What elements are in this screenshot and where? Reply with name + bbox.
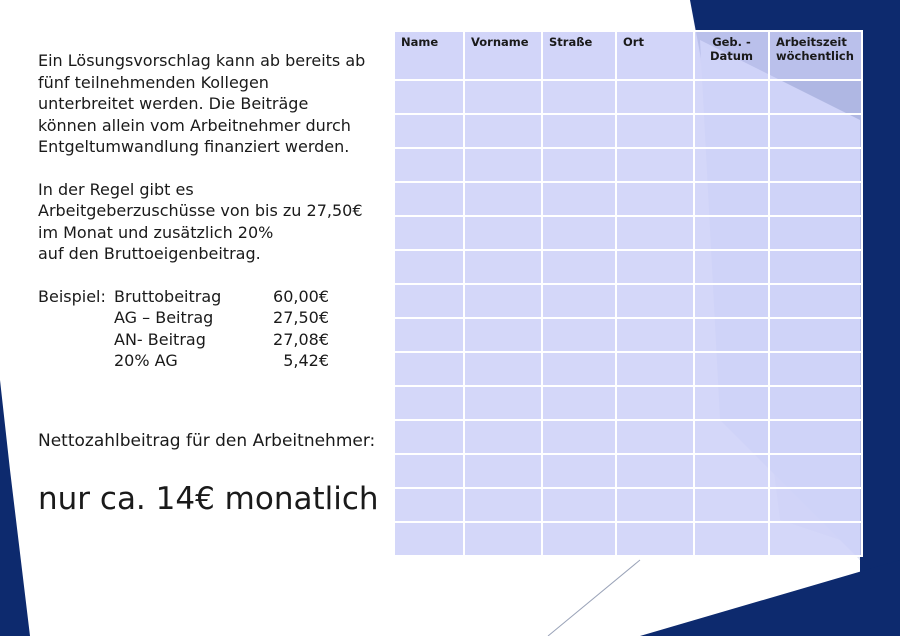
header-name: Name [394, 31, 464, 80]
table-cell[interactable] [694, 522, 769, 556]
table-row [394, 216, 862, 250]
table-cell[interactable] [464, 80, 542, 114]
table-cell[interactable] [464, 182, 542, 216]
table-header-row [394, 31, 862, 80]
intro-line-1: Ein Lösungsvorschlag kann ab bereits ab [38, 51, 366, 70]
table-cell[interactable] [394, 182, 464, 216]
table-cell[interactable] [394, 454, 464, 488]
table-cell[interactable] [694, 216, 769, 250]
header-ort: Ort [616, 31, 694, 80]
table-cell[interactable] [694, 182, 769, 216]
table-cell[interactable] [694, 114, 769, 148]
table-cell[interactable] [394, 386, 464, 420]
table-cell[interactable] [464, 522, 542, 556]
table-row [394, 454, 862, 488]
table-cell[interactable] [616, 216, 694, 250]
table-row [394, 318, 862, 352]
header-geb-datum: Geb. - Datum [694, 31, 769, 80]
table-row [394, 114, 862, 148]
table-cell[interactable] [769, 182, 862, 216]
table-cell[interactable] [769, 386, 862, 420]
intro-line-3: unterbreitet werden. Die Beiträge [38, 94, 309, 113]
table-cell[interactable] [769, 454, 862, 488]
table-cell[interactable] [542, 488, 616, 522]
table-cell[interactable] [769, 216, 862, 250]
table-body [394, 80, 862, 556]
info-text [38, 50, 388, 372]
table-cell[interactable] [616, 488, 694, 522]
rule-line-3: im Monat und zusätzlich 20% [38, 222, 274, 242]
table-cell[interactable] [542, 182, 616, 216]
table-cell[interactable] [542, 284, 616, 318]
table-cell[interactable] [542, 148, 616, 182]
table-cell[interactable] [769, 284, 862, 318]
table-cell[interactable] [394, 488, 464, 522]
table-cell[interactable] [464, 420, 542, 454]
example-item-amount: 27,08€ [273, 329, 329, 349]
table-cell[interactable] [769, 80, 862, 114]
table-cell[interactable] [464, 352, 542, 386]
table-cell[interactable] [464, 148, 542, 182]
example-item-name: Bruttobeitrag [114, 286, 222, 306]
table-row [394, 488, 862, 522]
table-cell[interactable] [464, 386, 542, 420]
table-cell[interactable] [542, 352, 616, 386]
table-row [394, 182, 862, 216]
table-cell[interactable] [616, 318, 694, 352]
header-arbeitszeit: Arbeitszeit wöchentlich [769, 31, 862, 80]
table-row [394, 148, 862, 182]
table-cell[interactable] [464, 250, 542, 284]
example-item-amount: 27,50€ [273, 308, 329, 327]
table-cell[interactable] [694, 80, 769, 114]
example-label: Beispiel: [38, 286, 106, 306]
table-cell[interactable] [694, 250, 769, 284]
table-cell[interactable] [616, 148, 694, 182]
table-cell[interactable] [616, 114, 694, 148]
table-cell[interactable] [616, 250, 694, 284]
table-cell[interactable] [542, 318, 616, 352]
table-cell[interactable] [616, 80, 694, 114]
table-cell[interactable] [464, 284, 542, 318]
table-cell[interactable] [394, 114, 464, 148]
rule-line-4: auf den Bruttoeigenbeitrag. [38, 244, 261, 263]
table-row [394, 420, 862, 454]
table-cell[interactable] [769, 488, 862, 522]
table-cell[interactable] [694, 318, 769, 352]
table-cell[interactable] [542, 250, 616, 284]
table-cell[interactable] [394, 522, 464, 556]
table-cell[interactable] [769, 420, 862, 454]
table-cell[interactable] [464, 114, 542, 148]
table-cell[interactable] [616, 182, 694, 216]
table-cell[interactable] [694, 386, 769, 420]
table-cell[interactable] [616, 352, 694, 386]
table-cell[interactable] [464, 488, 542, 522]
intro-line-2: fünf teilnehmenden Kollegen [38, 72, 269, 92]
table-cell[interactable] [769, 114, 862, 148]
table-cell[interactable] [694, 454, 769, 488]
table-cell[interactable] [542, 420, 616, 454]
example-item-name: 20% AG [114, 351, 178, 370]
table-cell[interactable] [694, 352, 769, 386]
table-cell[interactable] [394, 250, 464, 284]
table-row [394, 284, 862, 318]
table-cell[interactable] [394, 352, 464, 386]
table-cell[interactable] [542, 216, 616, 250]
table-cell[interactable] [394, 284, 464, 318]
example-item-name: AN- Beitrag [114, 329, 206, 349]
table-cell[interactable] [616, 284, 694, 318]
participant-table [393, 30, 863, 557]
table-cell[interactable] [616, 420, 694, 454]
table-row [394, 352, 862, 386]
table-cell[interactable] [394, 420, 464, 454]
table-cell[interactable] [769, 250, 862, 284]
header-vorname: Vorname [464, 31, 542, 80]
table-cell[interactable] [542, 386, 616, 420]
table-cell[interactable] [542, 114, 616, 148]
table-cell[interactable] [616, 386, 694, 420]
table-cell[interactable] [694, 420, 769, 454]
table-row [394, 386, 862, 420]
rule-line-2: Arbeitgeberzuschüsse von bis zu 27,50€ [38, 201, 363, 220]
rule-line-1: In der Regel gibt es [38, 179, 194, 199]
table-row [394, 250, 862, 284]
table-row [394, 80, 862, 114]
table-cell[interactable] [464, 216, 542, 250]
table-cell[interactable] [394, 148, 464, 182]
table-cell[interactable] [542, 522, 616, 556]
table-cell[interactable] [769, 352, 862, 386]
table-cell[interactable] [394, 318, 464, 352]
table-cell[interactable] [394, 216, 464, 250]
net-contribution-value: nur ca. 14€ monatlich [38, 481, 379, 517]
table-cell[interactable] [694, 284, 769, 318]
table-cell[interactable] [394, 80, 464, 114]
example-calculation [38, 286, 388, 372]
table-cell[interactable] [542, 80, 616, 114]
table-cell[interactable] [769, 522, 862, 556]
intro-line-4: können allein vom Arbeitnehmer durch [38, 115, 351, 135]
net-contribution-label: Nettozahlbeitrag für den Arbeitnehmer: [38, 431, 376, 451]
table-cell[interactable] [694, 488, 769, 522]
table-cell[interactable] [769, 148, 862, 182]
table-cell[interactable] [542, 454, 616, 488]
intro-line-5: Entgeltumwandlung finanziert werden. [38, 137, 350, 156]
table-cell[interactable] [694, 148, 769, 182]
table-cell[interactable] [464, 318, 542, 352]
example-item-amount: 60,00€ [273, 286, 329, 306]
example-item-amount: 5,42€ [283, 351, 329, 370]
example-item-name: AG – Beitrag [114, 308, 214, 327]
table-cell[interactable] [464, 454, 542, 488]
table-row [394, 522, 862, 556]
table-cell[interactable] [616, 522, 694, 556]
table-cell[interactable] [769, 318, 862, 352]
table-cell[interactable] [616, 454, 694, 488]
header-strasse: Straße [542, 31, 616, 80]
